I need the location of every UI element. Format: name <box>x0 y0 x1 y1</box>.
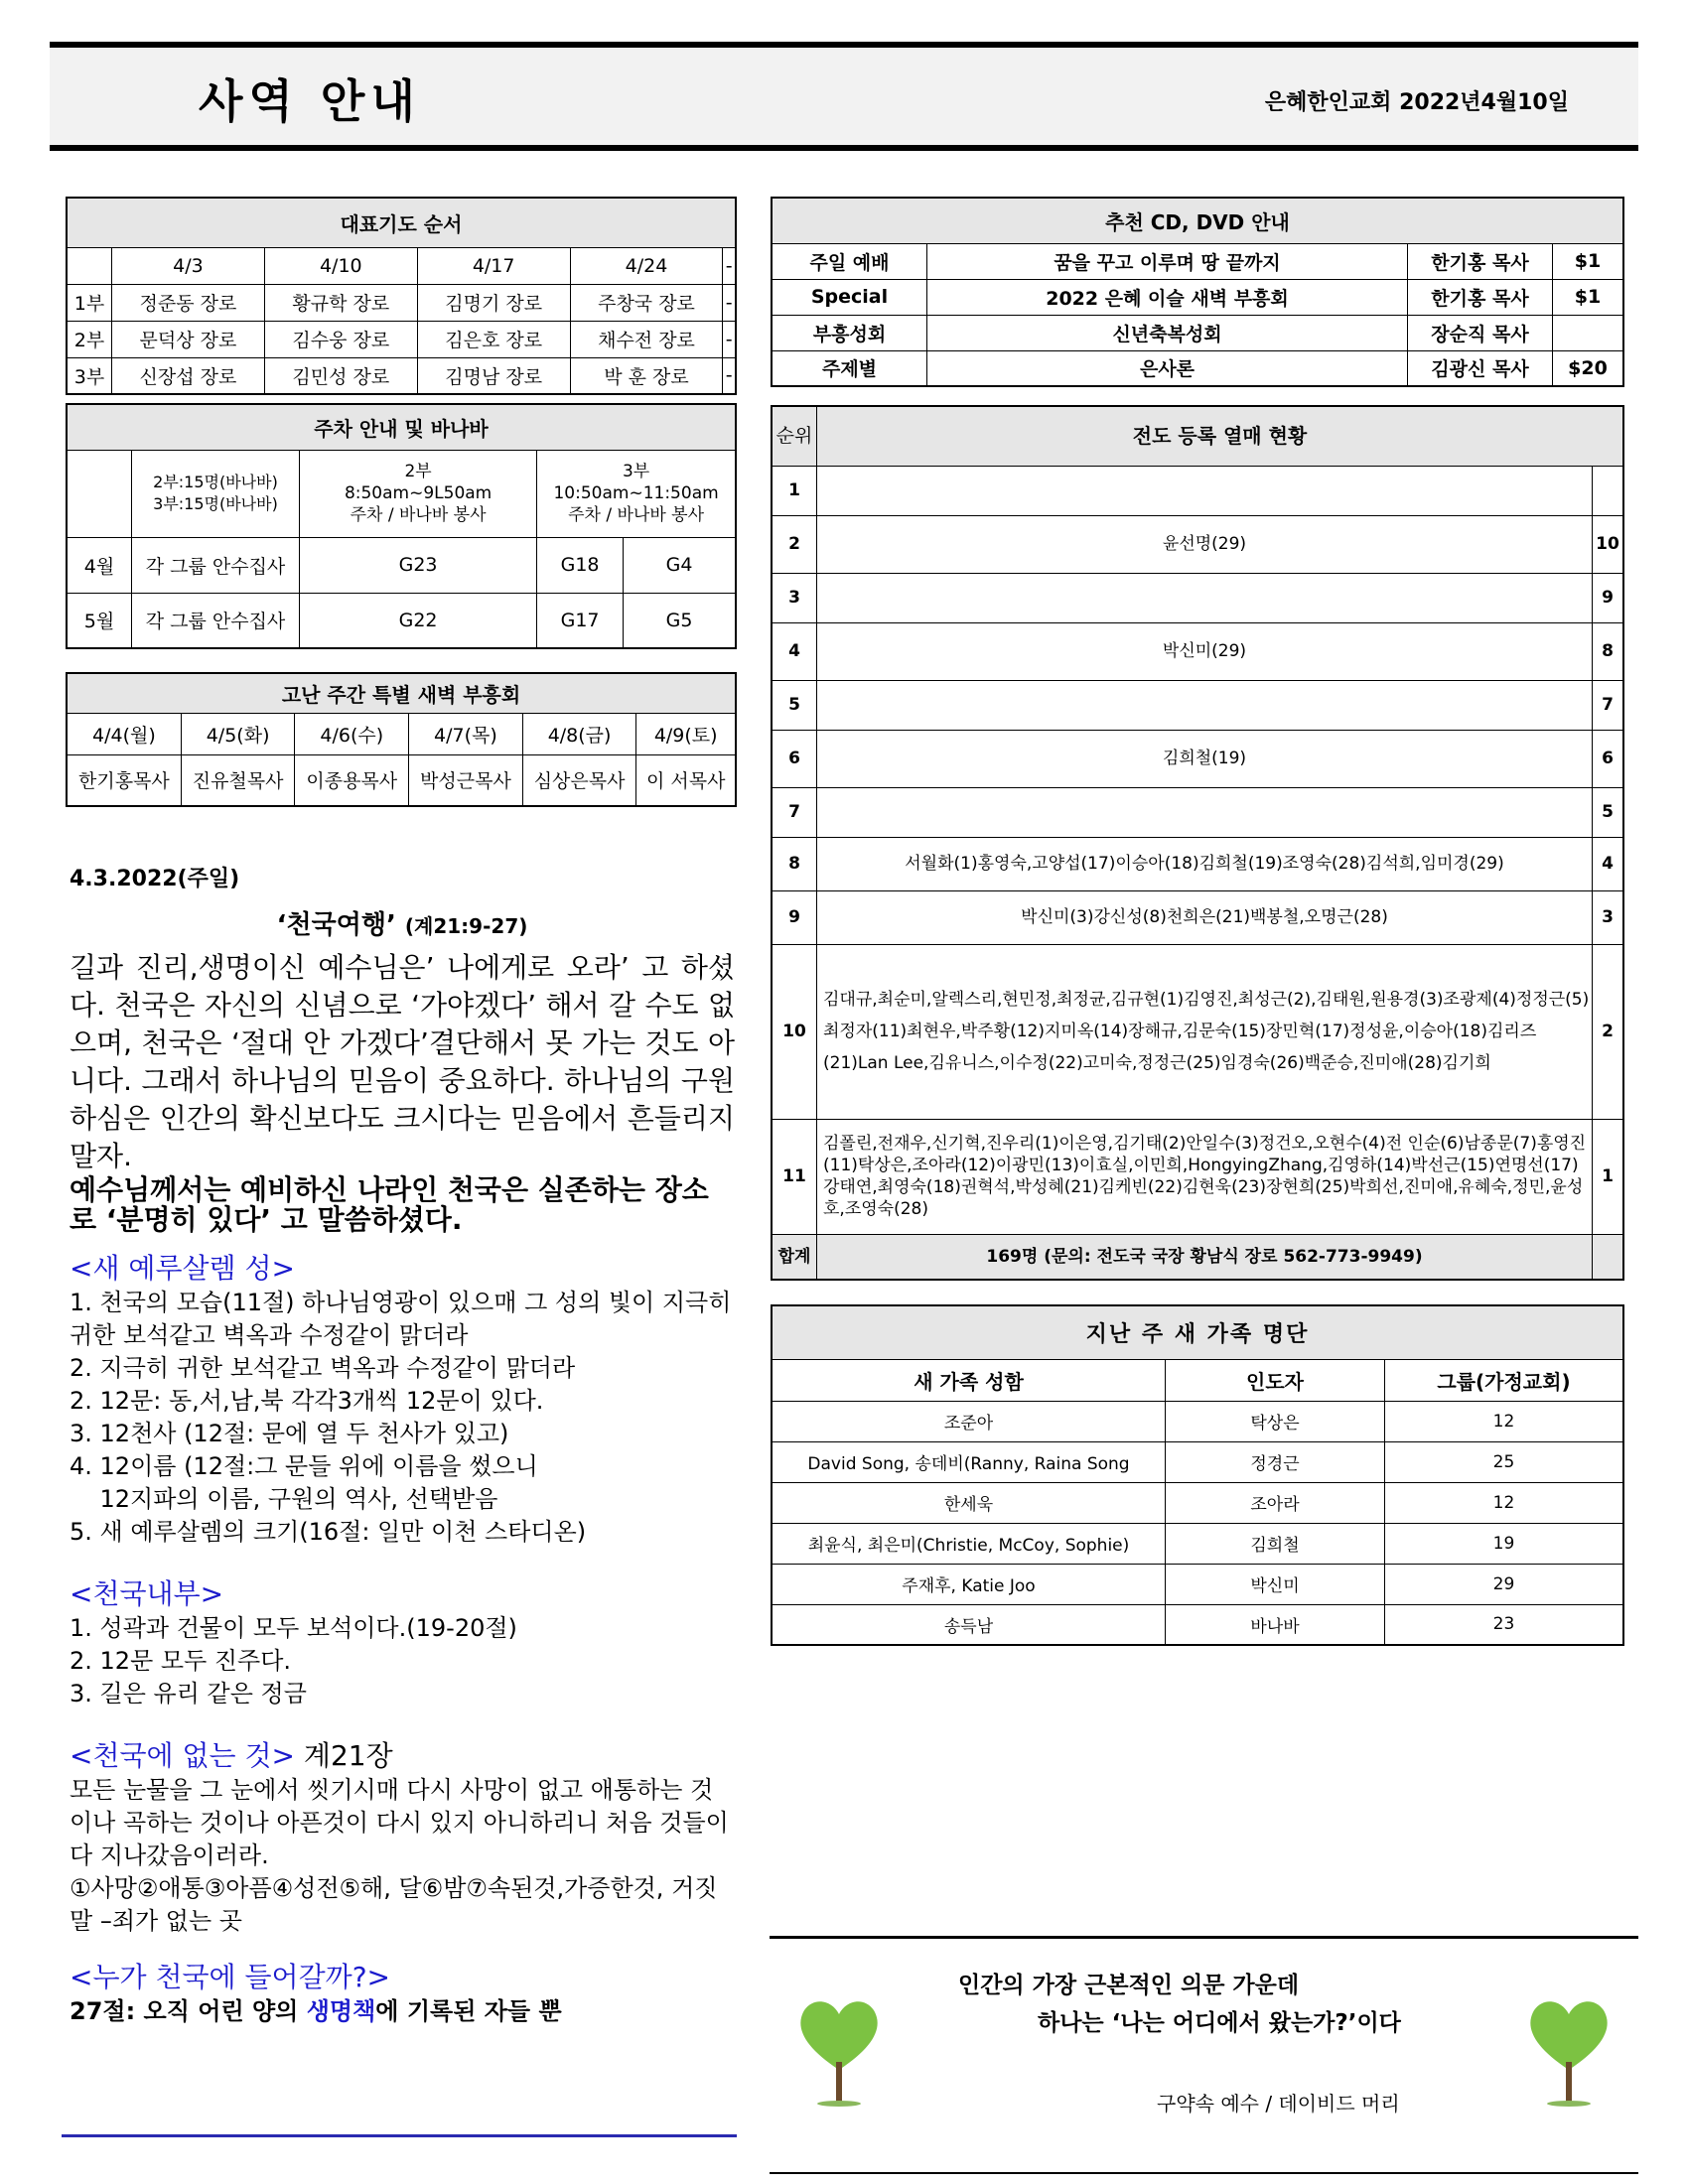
prayer-service: 3부 <box>67 357 112 394</box>
evangelism-names <box>817 787 1593 837</box>
new-family-guide: 탁상은 <box>1166 1401 1385 1441</box>
prayer-title: 대표기도 순서 <box>67 198 736 247</box>
divider <box>62 2134 737 2137</box>
heart-tree-icon <box>794 1992 884 2111</box>
prayer-date: - <box>723 247 736 284</box>
revival-speaker: 이 서목사 <box>636 754 736 806</box>
list-item: 4. 12이름 (12절:그 문들 위에 이름을 썼으니 <box>70 1452 538 1480</box>
prayer-service: 1부 <box>67 284 112 321</box>
prayer-name: 채수전 장로 <box>570 321 723 357</box>
parking-group: 각 그룹 안수집사 <box>132 537 300 593</box>
rank-cell: 6 <box>772 730 817 787</box>
service-3-duty: 주차 / 바나바 봉사 <box>568 505 705 525</box>
list-item: 1. 천국의 모습(11절) 하나님영광이 있으매 그 성의 빛이 지극히 귀한 보석같고 벽옥과 수정같이 맑더라 <box>70 1289 732 1349</box>
media-name: 신년축복성회 <box>927 315 1408 350</box>
sermon-text: 모든 눈물을 그 눈에서 씻기시매 다시 사망이 없고 애통하는 것이나 곡하는 것이나 아픈것이 다시 있지 아니하리니 처음 것들이 다 지나갔음이러라. <box>70 1776 729 1869</box>
count-cell: 7 <box>1593 680 1624 730</box>
conclusion-post: 에 기록된 자들 뿐 <box>375 1997 562 2025</box>
prayer-name: 신장섭 장로 <box>112 357 265 394</box>
sermon-paragraph: 길과 진리,생명이신 예수님은’ 나에게로 오라’ 고 하셨다. 천국은 자신의 신념으로 ‘가야겠다’ 해서 갈 수도 없으며, 천국은 ‘절대 안 가겠다’결단해서 못 가는 것도 아니다. 그래서 하나님의 믿음이 중요하다. 하나님의 구원하심은 인간의 확신보다도 크시다는 믿음에서 흔들리지 말자. <box>70 951 735 1172</box>
service-3-time: 10:50am~11:50am <box>553 483 719 503</box>
sermon-conclusion <box>70 1995 735 2028</box>
parking-cell: G5 <box>624 593 737 648</box>
revival-speaker: 박성근목사 <box>409 754 523 806</box>
count-cell: 4 <box>1593 837 1624 890</box>
new-family-name: 송득남 <box>772 1604 1166 1645</box>
service-2-duty: 주차 / 바나바 봉사 <box>350 505 487 525</box>
list-item: 3. 12천사 (12절: 문에 열 두 천사가 있고) <box>70 1420 509 1447</box>
quote-line-1: 인간의 가장 근본적인 의문 가운데 <box>958 1973 1300 1998</box>
revival-speaker: 이종용목사 <box>295 754 409 806</box>
section-not-in-heaven-ref: 계21장 <box>295 1739 393 1772</box>
list-item: 3. 길은 유리 같은 정금 <box>70 1680 307 1707</box>
rank-cell: 3 <box>772 573 817 622</box>
revival-day: 4/6(수) <box>295 713 409 754</box>
list-item: 2. 12문 모두 진주다. <box>70 1647 292 1675</box>
evangelism-names: 윤선명(29) <box>817 515 1593 573</box>
media-speaker: 한기홍 목사 <box>1408 279 1553 315</box>
revival-speaker: 한기홍목사 <box>67 754 181 806</box>
new-family-group: 29 <box>1385 1564 1624 1604</box>
sermon-section <box>70 862 735 2028</box>
new-family-header: 그룹(가정교회) <box>1385 1359 1624 1401</box>
rank-cell: 5 <box>772 680 817 730</box>
rank-cell: 8 <box>772 837 817 890</box>
new-family-name: David Song, 송데비(Ranny, Raina Song <box>772 1441 1166 1482</box>
prayer-name: 주창국 장로 <box>570 284 723 321</box>
media-category: 주제별 <box>772 350 927 386</box>
new-family-guide: 김희철 <box>1166 1523 1385 1564</box>
rank-cell: 4 <box>772 622 817 680</box>
prayer-date: 4/17 <box>417 247 570 284</box>
new-family-group: 19 <box>1385 1523 1624 1564</box>
count-cell <box>1593 466 1624 515</box>
sermon-list: ①사망②애통③아픔④성전⑤해, 달⑥밤⑦속된것,가증한것, 거짓말 –죄가 없는 곳 <box>70 1874 718 1935</box>
parking-month: 4월 <box>67 537 132 593</box>
media-name: 2022 은혜 이슬 새벽 부흥회 <box>927 279 1408 315</box>
evangelism-names <box>817 573 1593 622</box>
service-2-time: 8:50am~9L50am <box>344 483 492 503</box>
media-category: Special <box>772 279 927 315</box>
revival-day: 4/5(화) <box>181 713 295 754</box>
church-date: 은혜한인교회 2022년4월10일 <box>1264 90 1569 115</box>
list-item: 5. 새 예루살렘의 크기(16절: 일만 이천 스타디온) <box>70 1518 587 1546</box>
count-cell: 10 <box>1593 515 1624 573</box>
new-family-header: 새 가족 성함 <box>772 1359 1166 1401</box>
evangelism-names <box>817 680 1593 730</box>
page-header <box>50 42 1638 151</box>
media-speaker: 김광신 목사 <box>1408 350 1553 386</box>
parking-service-3 <box>537 450 736 537</box>
section-not-in-heaven-title: <천국에 없는 것> <box>70 1739 296 1772</box>
evangelism-names: 김대규,최순미,알렉스리,현민정,최정균,김규현(1)김영진,최성근(2),김태원,원용경(3)조광제(4)정정근(5)최정자(11)최현우,박주황(12)지미옥(14)장해규,김문숙(15)장민혁(17)정성윤,이승아(18)김리즈(21)Lan Lee,김유니스,이수정(22)고미숙,정정근(25)임경숙(26)백준승,진미애(28)김기희 <box>817 944 1593 1119</box>
prayer-date: 4/24 <box>570 247 723 284</box>
prayer-name: 정준동 장로 <box>112 284 265 321</box>
sermon-reference: (계21:9-27) <box>404 914 528 938</box>
revival-title: 고난 주간 특별 새벽 부흥회 <box>67 673 736 713</box>
new-family-title: 지난 주 새 가족 명단 <box>772 1305 1623 1359</box>
evangelism-names: 김희철(19) <box>817 730 1593 787</box>
sermon-title-text: ‘천국여행’ <box>276 910 396 940</box>
rank-cell: 11 <box>772 1119 817 1234</box>
evangelism-names: 서월화(1)홍영숙,고양섭(17)이승아(18)김희철(19)조영숙(28)김석희,임미경(29) <box>817 837 1593 890</box>
rank-cell: 10 <box>772 944 817 1119</box>
parking-month: 5월 <box>67 593 132 648</box>
page-title: 사역 안내 <box>199 74 421 128</box>
evangelism-title: 전도 등록 열매 현황 <box>817 406 1624 466</box>
list-item: 1. 성곽과 건물이 모두 보석이다.(19-20절) <box>70 1614 517 1642</box>
evangelism-names: 박신미(3)강신성(8)천희은(21)백봉철,오명근(28) <box>817 890 1593 944</box>
parking-title: 주차 안내 및 바나바 <box>67 404 736 450</box>
parking-corner <box>67 450 132 537</box>
revival-day: 4/9(토) <box>636 713 736 754</box>
new-family-guide: 박신미 <box>1166 1564 1385 1604</box>
parking-barnabas-count <box>132 450 300 537</box>
media-price: $1 <box>1553 243 1624 279</box>
prayer-name: 김명기 장로 <box>417 284 570 321</box>
new-family-guide: 조아라 <box>1166 1482 1385 1523</box>
quote-line-2: 하나는 ‘나는 어디에서 왔는가?’이다 <box>1038 2010 1401 2036</box>
parking-count-2: 2부:15명(바나바) <box>153 473 278 491</box>
prayer-name: 황규학 장로 <box>264 284 417 321</box>
media-speaker: 한기홍 목사 <box>1408 243 1553 279</box>
prayer-name: - <box>723 357 736 394</box>
total-header: 합계 <box>772 1234 817 1280</box>
prayer-name: - <box>723 321 736 357</box>
evangelism-names <box>817 466 1593 515</box>
conclusion-pre: 27절: 오직 어린 양의 <box>70 1997 307 2025</box>
media-category: 부흥성회 <box>772 315 927 350</box>
media-price <box>1553 315 1624 350</box>
media-name: 꿈을 꾸고 이루며 땅 끝까지 <box>927 243 1408 279</box>
prayer-name: 문덕상 장로 <box>112 321 265 357</box>
sermon-emphasis: 예수님께서는 예비하신 나라인 천국은 실존하는 장소로 ‘분명히 있다’ 고 말씀하셨다. <box>70 1173 709 1236</box>
rank-cell: 1 <box>772 466 817 515</box>
list-item: 2. 12문: 동,서,남,북 각각3개씩 12문이 있다. <box>70 1387 544 1415</box>
count-cell: 3 <box>1593 890 1624 944</box>
prayer-name: 김은호 장로 <box>417 321 570 357</box>
parking-cell: G23 <box>300 537 537 593</box>
prayer-name: 김명남 장로 <box>417 357 570 394</box>
sermon-date: 4.3.2022(주일) <box>70 867 240 891</box>
revival-day: 4/8(금) <box>522 713 636 754</box>
new-family-header: 인도자 <box>1166 1359 1385 1401</box>
new-family-group: 23 <box>1385 1604 1624 1645</box>
service-3-label: 3부 <box>622 462 650 481</box>
section-new-jerusalem: <새 예루살렘 성> <box>70 1252 296 1285</box>
quote-box <box>770 1936 1638 2174</box>
parking-cell: G22 <box>300 593 537 648</box>
media-speaker: 장순직 목사 <box>1408 315 1553 350</box>
total-value: 169명 (문의: 전도국 국장 황남식 장로 562-773-9949) <box>817 1234 1593 1280</box>
prayer-name: 김민성 장로 <box>264 357 417 394</box>
section-who-enters: <누가 천국에 들어갈까?> <box>70 1961 391 1993</box>
count-cell: 9 <box>1593 573 1624 622</box>
media-price: $1 <box>1553 279 1624 315</box>
new-family-group: 12 <box>1385 1482 1624 1523</box>
quote-source: 구약속 예수 / 데이비드 머리 <box>1157 2092 1400 2116</box>
parking-cell: G4 <box>624 537 737 593</box>
prayer-name: 김수웅 장로 <box>264 321 417 357</box>
rank-header: 순위 <box>772 406 817 466</box>
list-item: 12지파의 이름, 구원의 역사, 선택받음 <box>70 1485 498 1513</box>
prayer-date: 4/10 <box>264 247 417 284</box>
heart-tree-icon <box>1524 1992 1614 2111</box>
service-2-label: 2부 <box>404 462 432 481</box>
count-cell: 5 <box>1593 787 1624 837</box>
new-family-name: 조준아 <box>772 1401 1166 1441</box>
parking-service-2 <box>300 450 537 537</box>
rank-cell: 9 <box>772 890 817 944</box>
parking-cell: G18 <box>537 537 624 593</box>
parking-table <box>66 403 737 649</box>
new-family-guide: 바나바 <box>1166 1604 1385 1645</box>
revival-day: 4/4(월) <box>67 713 181 754</box>
parking-count-3: 3부:15명(바나바) <box>153 494 278 513</box>
media-title: 추천 CD, DVD 안내 <box>772 198 1623 243</box>
total-blank <box>1593 1234 1624 1280</box>
new-family-group: 12 <box>1385 1401 1624 1441</box>
revival-speaker: 심상은목사 <box>522 754 636 806</box>
media-name: 은사론 <box>927 350 1408 386</box>
prayer-name: - <box>723 284 736 321</box>
rank-cell: 7 <box>772 787 817 837</box>
count-cell: 6 <box>1593 730 1624 787</box>
new-family-guide: 정경근 <box>1166 1441 1385 1482</box>
new-family-table <box>771 1304 1624 1646</box>
parking-group: 각 그룹 안수집사 <box>132 593 300 648</box>
revival-table <box>66 672 737 807</box>
new-family-group: 25 <box>1385 1441 1624 1482</box>
rank-cell: 2 <box>772 515 817 573</box>
new-family-name: 주재후, Katie Joo <box>772 1564 1166 1604</box>
media-price: $20 <box>1553 350 1624 386</box>
sermon-title <box>70 904 735 941</box>
evangelism-names: 박신미(29) <box>817 622 1593 680</box>
prayer-name: 박 훈 장로 <box>570 357 723 394</box>
prayer-table <box>66 197 737 395</box>
book-of-life: 생명책 <box>306 1997 376 2025</box>
revival-day: 4/7(목) <box>409 713 523 754</box>
section-heaven-interior: <천국내부> <box>70 1577 224 1610</box>
section-not-in-heaven <box>70 1734 735 1774</box>
media-category: 주일 예배 <box>772 243 927 279</box>
count-cell: 1 <box>1593 1119 1624 1234</box>
new-family-name: 최윤식, 최은미(Christie, McCoy, Sophie) <box>772 1523 1166 1564</box>
count-cell: 2 <box>1593 944 1624 1119</box>
count-cell: 8 <box>1593 622 1624 680</box>
prayer-service: 2부 <box>67 321 112 357</box>
evangelism-table <box>771 405 1624 1281</box>
prayer-corner <box>67 247 112 284</box>
new-family-name: 한세욱 <box>772 1482 1166 1523</box>
media-table <box>771 197 1624 387</box>
prayer-date: 4/3 <box>112 247 265 284</box>
parking-cell: G17 <box>537 593 624 648</box>
list-item: 2. 지극히 귀한 보석같고 벽옥과 수정같이 맑더라 <box>70 1354 576 1382</box>
evangelism-names: 김폴린,전재우,신기혁,진우리(1)이은영,김기태(2)안일수(3)정건오,오현수(4)전 인순(6)남종문(7)홍영진(11)탁상은,조아라(12)이광민(13)이효실,이민희,HongyingZhang,김영하(14)박선근(15)연명선(17)강태연,최영숙(18)권혁석,박성혜(21)김케빈(22)김현욱(23)장현희(25)박희선,진미애,유혜숙,정민,윤성호,조영숙(28) <box>817 1119 1593 1234</box>
revival-speaker: 진유철목사 <box>181 754 295 806</box>
